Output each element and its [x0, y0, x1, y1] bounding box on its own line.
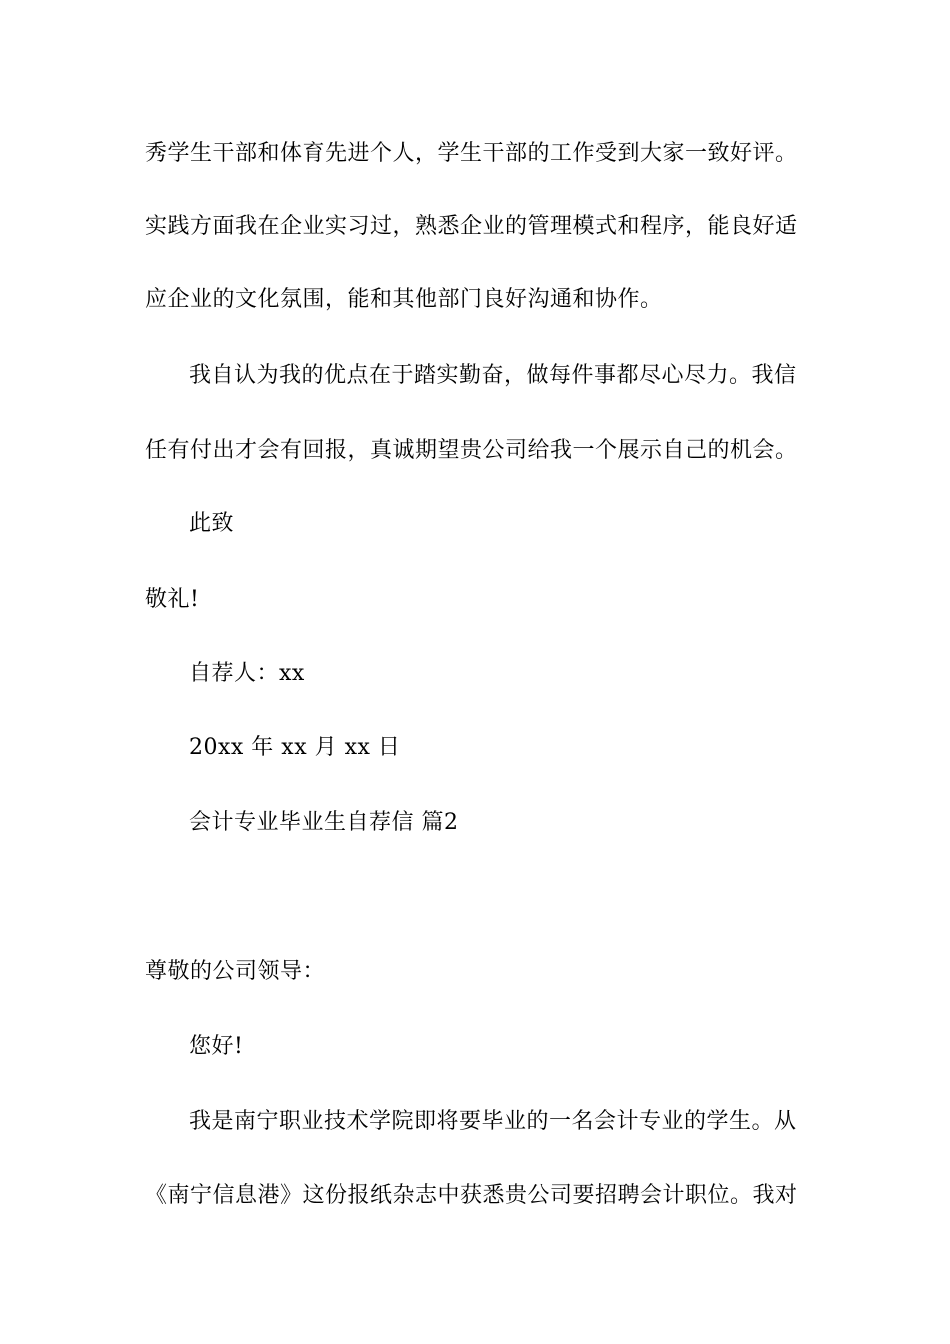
closing-phrase: 此致 [189, 511, 235, 536]
greeting-line: 尊敬的公司领导： [145, 959, 326, 984]
signature-line: 自荐人：xx [189, 661, 305, 686]
section-title: 会计专业毕业生自荐信 篇2 [189, 810, 459, 835]
paragraph-line: 应企业的文化氛围，能和其他部门良好沟通和协作。 [145, 287, 663, 312]
paragraph-line: 秀学生干部和体育先进个人，学生干部的工作受到大家一致好评。 [145, 141, 798, 166]
paragraph-line: 任有付出才会有回报，真诚期望贵公司给我一个展示自己的机会。 [145, 438, 798, 463]
date-line: 20xx 年 xx 月 xx 日 [189, 735, 401, 760]
greeting-line: 您好! [189, 1034, 244, 1059]
paragraph-line: 《南宁信息港》这份报纸杂志中获悉贵公司要招聘会计职位。我对 [145, 1183, 798, 1208]
paragraph-line: 我自认为我的优点在于踏实勤奋，做每件事都尽心尽力。我信 [189, 363, 797, 388]
salutation-closing: 敬礼! [145, 587, 200, 612]
paragraph-line: 我是南宁职业技术学院即将要毕业的一名会计专业的学生。从 [189, 1109, 797, 1134]
paragraph-line: 实践方面我在企业实习过，熟悉企业的管理模式和程序，能良好适 [145, 214, 798, 239]
